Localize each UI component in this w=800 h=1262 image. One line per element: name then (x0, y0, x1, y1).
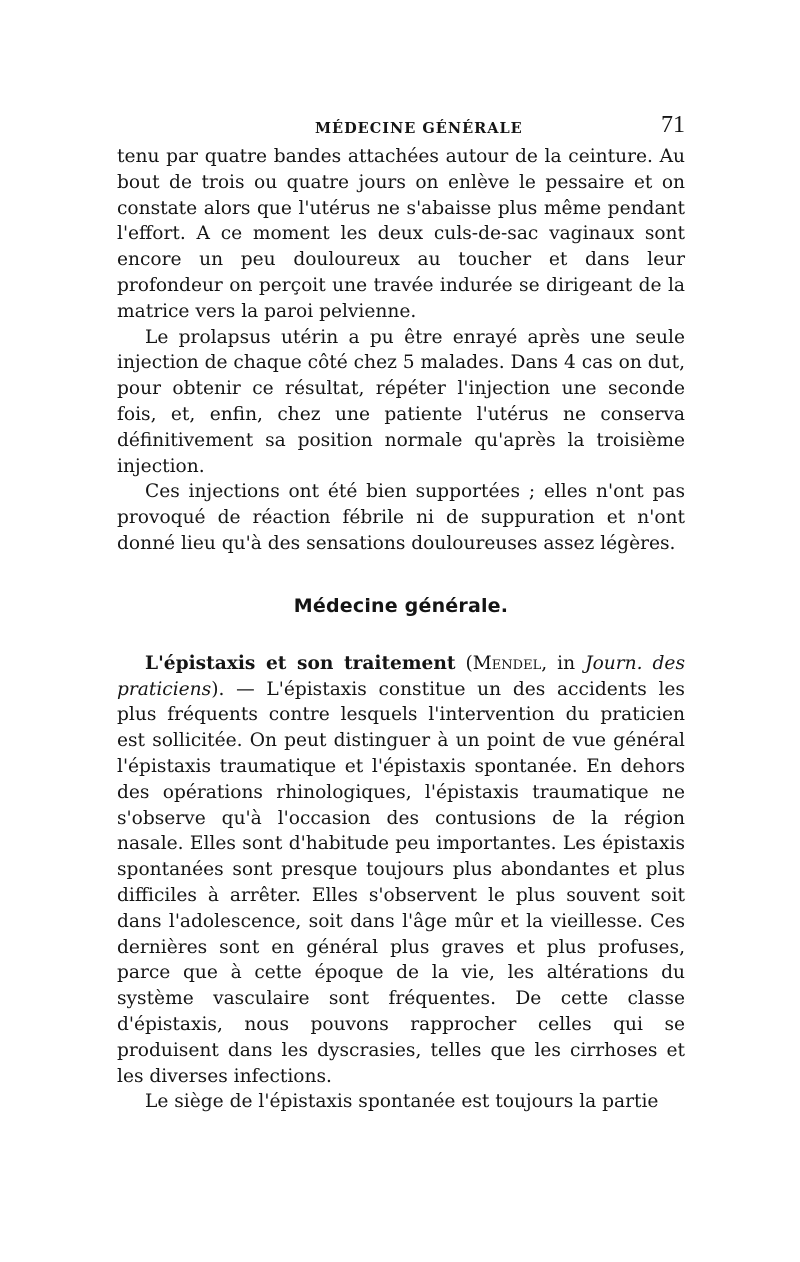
body-text (117, 144, 685, 1115)
paragraph-prolapsus: Le prolapsus utérin a pu être enrayé après une seule injection de chaque côté chez 5 malades. Dans 4 cas on dut, pour obtenir ce résultat, répéter l'injection une seconde fois, et, enfin, chez une patiente l'utérus ne conserva définitivement sa position normale qu'après la troisième injection. (117, 326, 685, 477)
running-head (117, 112, 685, 142)
open-paren: ( (455, 652, 473, 674)
article-text: L'épistaxis constitue un des accidents les plus fréquents contre lesquels l'intervention du praticien est sollicitée. On peut distinguer à un point de vue général l'épistaxis traumatique et l'épistaxis spontanée. En dehors des opérations rhinologiques, l'épistaxis traumatique ne s'observe qu'à l'occasion des contusions de la région nasale. Elles sont d'habitude peu importantes. Les épistaxis spontanées sont presque toujours plus abondantes et plus difficiles à arrêter. Elles s'observent le plus souvent soit dans l'adolescence, soit dans l'âge mûr et la vieillesse. Ces dernières sont en général plus graves et plus profuses, parce que à cette époque de la vie, les altérations du système vasculaire sont fréquentes. De cette classe d'épistaxis, nous pouvons rapprocher celles qui se produisent dans les dyscrasies, telles que les cirrhoses et les diverses infections. (117, 678, 685, 1087)
article-title: L'épistaxis et son traitement (145, 652, 456, 674)
paragraph-continuation: tenu par quatre bandes attachées autour de la ceinture. Au bout de trois ou quatre jours on enlève le pessaire et on constate alors que l'utérus ne s'abaisse plus même pendant l'effort. A ce moment les deux culs-de-sac vaginaux sont encore un peu douloureux au toucher et dans leur profondeur on perçoit une travée indurée se dirigeant de la matrice vers la paroi pelvienne. (117, 146, 685, 322)
article-journal: Journ. des praticiens (117, 652, 685, 700)
page-number: 71 (661, 112, 685, 138)
article-paragraph (117, 651, 685, 1090)
paragraph-injections: Ces injections ont été bien supportées ; elles n'ont pas provoqué de réaction fébrile ni de suppuration et n'ont donné lieu qu'à des sensations douloureuses assez légères. (117, 481, 685, 554)
article-author: Mendel (472, 652, 542, 674)
section-heading: Médecine générale. (293, 594, 509, 617)
close-paren: ). — (211, 678, 267, 700)
paragraph-last: Le siège de l'épistaxis spontanée est toujours la partie (145, 1091, 659, 1113)
running-title: MÉDECINE GÉNÉRALE (315, 120, 523, 137)
in-text: , in (541, 652, 586, 674)
